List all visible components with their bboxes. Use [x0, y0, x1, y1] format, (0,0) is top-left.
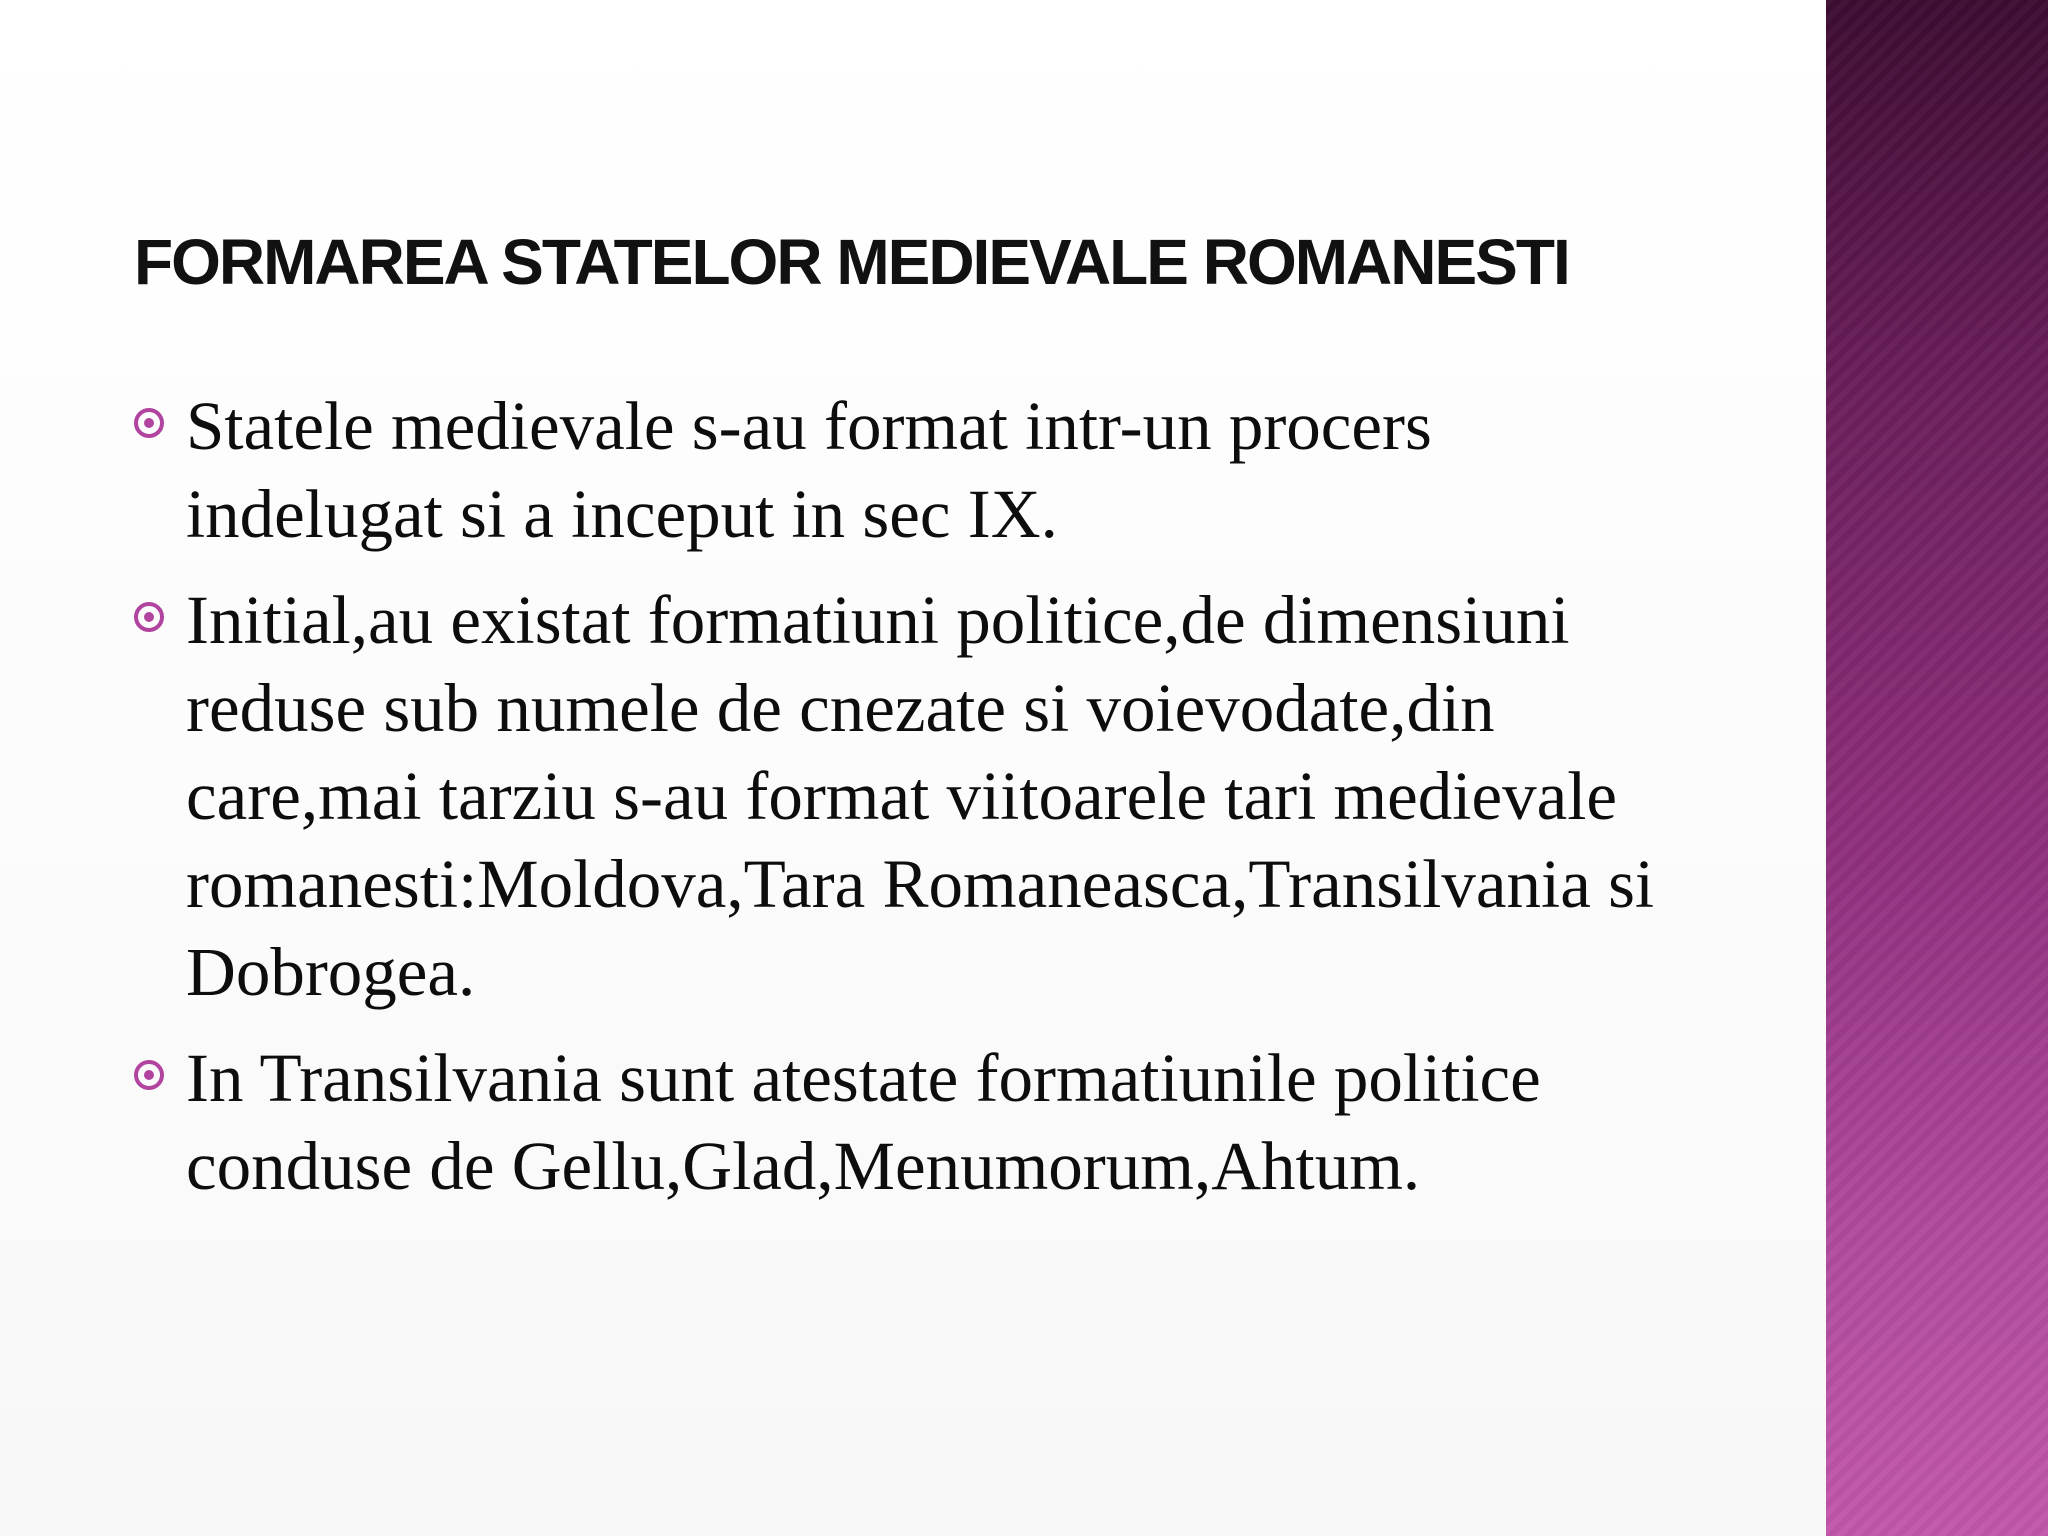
circle-dot-icon [134, 1060, 164, 1090]
bullet-item-1 [130, 382, 1690, 558]
circle-dot-icon [134, 408, 164, 438]
bullet-text: Initial,au existat formatiuni politice,de dimensiuni reduse sub numele de cnezate si voievodate,din care,mai tarziu s-au format viitoarele tari medievale romanesti:Moldova,Tara Romaneasca,Transilvania si Dobrogea. [186, 582, 1655, 1010]
bullet-list [130, 382, 1690, 1228]
decorative-side-band [1826, 0, 2048, 1536]
bullet-item-3 [130, 1034, 1690, 1210]
bullet-text: Statele medievale s-au format intr-un procers indelugat si a inceput in sec IX. [186, 388, 1432, 552]
slide-title: FORMAREA STATELOR MEDIEVALE ROMANESTI [134, 226, 1569, 298]
bullet-item-2 [130, 576, 1690, 1016]
bullet-text: In Transilvania sunt atestate formatiunile politice conduse de Gellu,Glad,Menumorum,Ahtum. [186, 1040, 1541, 1204]
circle-dot-icon [134, 602, 164, 632]
